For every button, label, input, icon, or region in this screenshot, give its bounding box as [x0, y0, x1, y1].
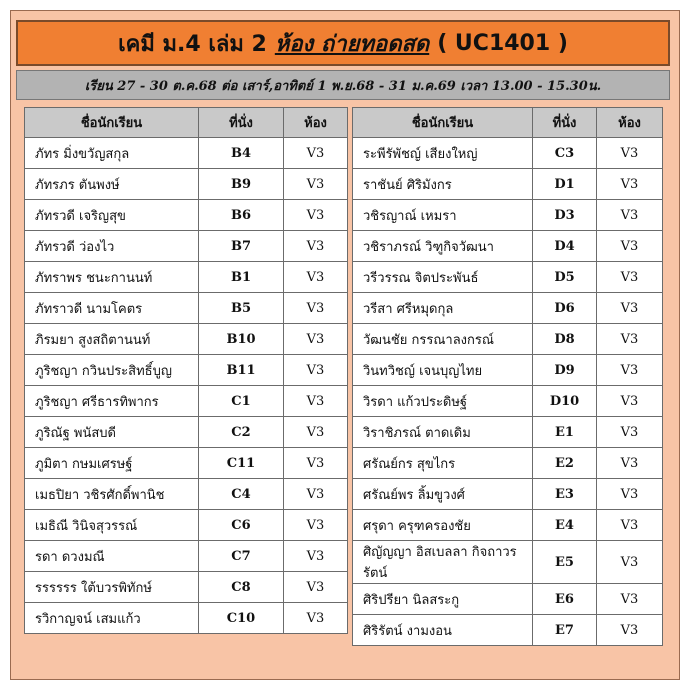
student-name-cell: ภูริณัฐ พนัสบดี	[25, 417, 199, 448]
room-cell: V3	[597, 138, 663, 169]
seat-cell: C6	[199, 510, 284, 541]
room-cell: V3	[597, 417, 663, 448]
table-row	[25, 355, 348, 386]
room-cell: V3	[597, 293, 663, 324]
room-cell: V3	[284, 293, 348, 324]
column-header-name: ชื่อนักเรียน	[25, 108, 199, 138]
table-row	[25, 572, 348, 603]
seat-cell: C3	[533, 138, 597, 169]
student-name-cell: รรรรรร ใต้บวรพิทักษ์	[25, 572, 199, 603]
room-cell: V3	[597, 479, 663, 510]
seating-table-left	[24, 107, 348, 634]
student-name-cell: ภัทราวดี นามโคตร	[25, 293, 199, 324]
seat-cell: E7	[533, 615, 597, 646]
room-cell: V3	[284, 262, 348, 293]
student-name-cell: วิรดา แก้วประดิษฐ์	[353, 386, 533, 417]
table-row	[353, 510, 663, 541]
seat-cell: D1	[533, 169, 597, 200]
table-header-row	[353, 108, 663, 138]
table-row	[25, 479, 348, 510]
table-row	[25, 603, 348, 634]
room-cell: V3	[597, 324, 663, 355]
student-name-cell: วชิราภรณ์ วิฑูกิจวัฒนา	[353, 231, 533, 262]
title-room: ห้อง ถ่ายทอดสด	[274, 31, 430, 57]
seat-cell: D3	[533, 200, 597, 231]
seat-cell: D10	[533, 386, 597, 417]
room-cell: V3	[597, 584, 663, 615]
seat-cell: E4	[533, 510, 597, 541]
schedule-subtitle: เรียน 27 - 30 ต.ค.68 ต่อ เสาร์,อาทิตย์ 1 พ.ย.68 - 31 ม.ค.69 เวลา 13.00 - 15.30น.	[16, 70, 670, 100]
student-name-cell: ศรัณย์พร ลิ้มขูวงศ์	[353, 479, 533, 510]
table-header-row	[25, 108, 348, 138]
seat-cell: B10	[199, 324, 284, 355]
seat-cell: D9	[533, 355, 597, 386]
table-row	[353, 324, 663, 355]
room-cell: V3	[284, 200, 348, 231]
seat-cell: E5	[533, 541, 597, 584]
room-cell: V3	[284, 541, 348, 572]
seat-cell: C10	[199, 603, 284, 634]
table-row	[353, 615, 663, 646]
room-cell: V3	[597, 200, 663, 231]
room-cell: V3	[597, 448, 663, 479]
column-header-room: ห้อง	[284, 108, 348, 138]
column-header-seat: ที่นั่ง	[199, 108, 284, 138]
room-cell: V3	[597, 355, 663, 386]
seat-cell: B4	[199, 138, 284, 169]
table-row	[353, 293, 663, 324]
column-header-name: ชื่อนักเรียน	[353, 108, 533, 138]
student-name-cell: ภัทรวดี ว่องไว	[25, 231, 199, 262]
seat-cell: E2	[533, 448, 597, 479]
table-row	[25, 262, 348, 293]
room-cell: V3	[597, 169, 663, 200]
table-row	[353, 138, 663, 169]
student-name-cell: ภิรมยา สูงสถิตานนท์	[25, 324, 199, 355]
student-name-cell: ศรัณย์กร สุขไกร	[353, 448, 533, 479]
table-row	[353, 479, 663, 510]
seat-cell: B9	[199, 169, 284, 200]
student-name-cell: รวิกาญจน์ เสมแก้ว	[25, 603, 199, 634]
room-cell: V3	[284, 324, 348, 355]
seat-cell: D4	[533, 231, 597, 262]
page-title	[16, 20, 670, 66]
room-cell: V3	[284, 479, 348, 510]
student-name-cell: รดา ดวงมณี	[25, 541, 199, 572]
seating-table-right	[352, 107, 663, 646]
student-name-cell: ภัทรวดี เจริญสุข	[25, 200, 199, 231]
seat-cell: D5	[533, 262, 597, 293]
room-cell: V3	[597, 541, 663, 584]
room-cell: V3	[597, 386, 663, 417]
student-name-cell: ภูมิตา กษมเศรษฐ์	[25, 448, 199, 479]
seat-cell: E3	[533, 479, 597, 510]
table-row	[25, 448, 348, 479]
student-name-cell: ศิริรัตน์ งามงอน	[353, 615, 533, 646]
column-header-room: ห้อง	[597, 108, 663, 138]
table-row	[353, 262, 663, 293]
table-row	[25, 541, 348, 572]
table-row	[353, 386, 663, 417]
seat-cell: B7	[199, 231, 284, 262]
room-cell: V3	[284, 572, 348, 603]
student-name-cell: ศรุดา ครุฑครองชัย	[353, 510, 533, 541]
seat-cell: C4	[199, 479, 284, 510]
title-subject: เคมี ม.4 เล่ม 2	[118, 31, 267, 57]
table-row	[353, 231, 663, 262]
student-name-cell: วรีวรรณ จิตประพันธ์	[353, 262, 533, 293]
table-row	[353, 541, 663, 584]
table-row	[25, 324, 348, 355]
room-cell: V3	[597, 262, 663, 293]
room-cell: V3	[284, 169, 348, 200]
student-name-cell: ศิริปรียา นิลสระกู	[353, 584, 533, 615]
student-name-cell: เมธปิยา วชิรศักดิ์พานิช	[25, 479, 199, 510]
room-cell: V3	[284, 231, 348, 262]
room-cell: V3	[284, 510, 348, 541]
seat-cell: C8	[199, 572, 284, 603]
table-row	[25, 417, 348, 448]
room-cell: V3	[597, 231, 663, 262]
table-row	[353, 584, 663, 615]
room-cell: V3	[284, 386, 348, 417]
room-cell: V3	[597, 615, 663, 646]
student-name-cell: ภูริชญา กวินประสิทธิ์บูญ	[25, 355, 199, 386]
room-cell: V3	[284, 603, 348, 634]
table-row	[353, 200, 663, 231]
seat-cell: E1	[533, 417, 597, 448]
title-code: ( UC1401 )	[437, 30, 568, 56]
table-row	[353, 169, 663, 200]
student-name-cell: วรีสา ศรีหมุดกุล	[353, 293, 533, 324]
room-cell: V3	[284, 138, 348, 169]
room-cell: V3	[284, 417, 348, 448]
student-name-cell: ภูริชญา ศรีธารทิพากร	[25, 386, 199, 417]
seat-cell: D8	[533, 324, 597, 355]
seat-cell: D6	[533, 293, 597, 324]
student-name-cell: วัฒนชัย กรรณาลงกรณ์	[353, 324, 533, 355]
table-row	[25, 293, 348, 324]
seat-cell: C11	[199, 448, 284, 479]
table-row	[25, 231, 348, 262]
table-row	[25, 169, 348, 200]
seat-cell: B1	[199, 262, 284, 293]
table-row	[353, 417, 663, 448]
table-row	[353, 448, 663, 479]
student-name-cell: เมธิณี วินิจสุวรรณ์	[25, 510, 199, 541]
seat-cell: B11	[199, 355, 284, 386]
student-name-cell: ภัทราพร ชนะกานนท์	[25, 262, 199, 293]
seat-cell: B5	[199, 293, 284, 324]
table-row	[25, 510, 348, 541]
student-name-cell: ภัทร มิ่งขวัญสกุล	[25, 138, 199, 169]
seat-cell: C1	[199, 386, 284, 417]
student-name-cell: วชิรญาณ์ เหมรา	[353, 200, 533, 231]
student-name-cell: วินทวิชญ์ เจนบุญไทย	[353, 355, 533, 386]
table-row	[25, 200, 348, 231]
table-row	[25, 138, 348, 169]
column-header-seat: ที่นั่ง	[533, 108, 597, 138]
student-name-cell: ศิญัญญา อิสเบลลา กิจถาวรรัตน์	[353, 541, 533, 584]
student-name-cell: วิราชิภรณ์ ตาดเดิม	[353, 417, 533, 448]
room-cell: V3	[284, 355, 348, 386]
student-name-cell: ราชันย์ ศิริมังกร	[353, 169, 533, 200]
room-cell: V3	[284, 448, 348, 479]
room-cell: V3	[597, 510, 663, 541]
seat-cell: E6	[533, 584, 597, 615]
seat-cell: C2	[199, 417, 284, 448]
table-row	[25, 386, 348, 417]
table-row	[353, 355, 663, 386]
student-name-cell: ระพีรัพัชญ์ เสียงใหญ่	[353, 138, 533, 169]
student-name-cell: ภัทรภร ตันพงษ์	[25, 169, 199, 200]
seat-cell: C7	[199, 541, 284, 572]
seat-cell: B6	[199, 200, 284, 231]
